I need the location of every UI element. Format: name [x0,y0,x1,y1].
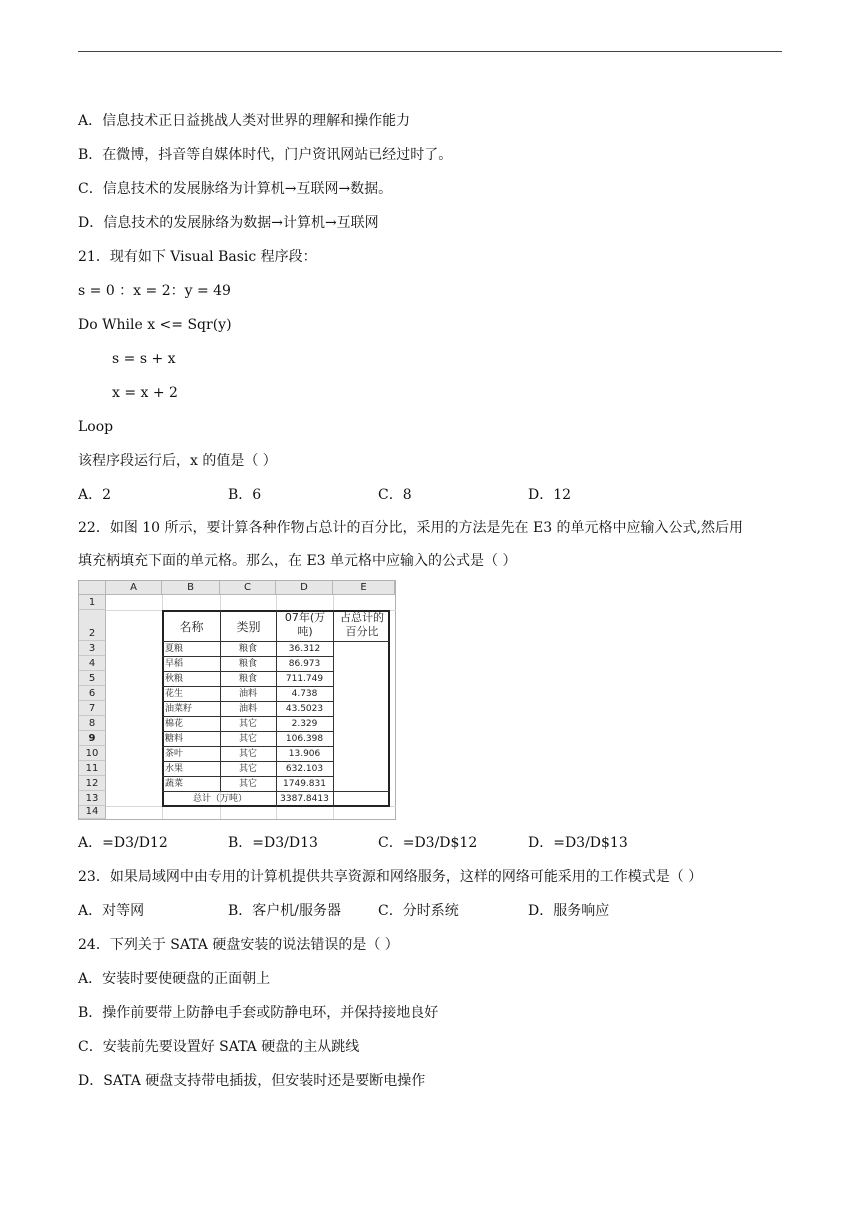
q21-option-c: C．8 [378,487,412,503]
col-header-c: C [220,581,276,595]
cell-type: 其它 [238,719,257,729]
q23-option-a: A．对等网 [78,903,145,919]
row-header: 1 [79,595,106,610]
row-header: 7 [79,701,106,716]
cell-value: 2.329 [291,719,318,729]
row-header: 5 [79,671,106,686]
header-cell-value: 07年(万吨) [284,611,326,638]
q20-option-d: D．信息技术的发展脉络为数据→计算机→互联网 [78,215,379,231]
cell-type: 油料 [238,704,257,714]
q21-question: 该程序段运行后，x 的值是（ ） [78,453,277,469]
cell-value: 711.749 [285,674,324,684]
code-line: s = 0 ：x = 2：y = 49 [78,283,231,299]
q22-option-d: D．=D3/D$13 [528,835,628,851]
q21-option-b: B．6 [228,487,262,503]
cell-name: 蔬菜 [165,779,184,789]
cell-type: 其它 [238,779,257,789]
cell-name: 秋粮 [165,674,184,684]
cell-name: 水果 [165,764,184,774]
q23-stem: 23．如果局域网中由专用的计算机提供共享资源和网络服务，这样的网络可能采用的工作模式是（ ） [78,869,703,885]
col-header-a: A [106,581,162,595]
q21-option-d: D．12 [528,487,572,503]
cell-type: 油料 [238,689,257,699]
sheet-corner [79,581,106,595]
code-line: Do While x <= Sqr(y) [78,317,232,333]
cell-name: 夏粮 [165,644,184,654]
q22-stem-line2: 填充柄填充下面的单元格。那么，在 E3 单元格中应输入的公式是（ ） [78,553,517,569]
cell-type: 粮食 [238,674,257,684]
q24-option-c: C．安装前先要设置好 SATA 硬盘的主从跳线 [78,1039,360,1055]
header-rule [78,51,782,52]
cell-type: 粮食 [238,659,257,669]
row-header: 8 [79,716,106,731]
cell-type: 其它 [238,764,257,774]
header-cell-type: 类别 [236,620,261,634]
col-header-b: B [162,581,220,595]
row-header: 4 [79,656,106,671]
q22-stem-line1: 22．如图 10 所示，要计算各种作物占总计的百分比，采用的方法是先在 E3 的单元格中应输入公式,然后用 [78,520,744,536]
row-header: 11 [79,761,106,776]
row-header: 10 [79,746,106,761]
cell-name: 茶叶 [165,749,184,759]
q22-option-c: C．=D3/D$12 [378,835,478,851]
col-header-e: E [333,581,395,595]
cell-type: 粮食 [238,644,257,654]
cell-value: 632.103 [285,764,324,774]
q20-option-b: B．在微博，抖音等自媒体时代，门户资讯网站已经过时了。 [78,147,453,163]
q24-stem: 24．下列关于 SATA 硬盘安装的说法错误的是（ ） [78,937,399,953]
cell-value: 43.5023 [285,704,324,714]
cell-name: 早稻 [165,659,184,669]
total-label: 总计（万吨） [192,794,247,804]
cell-name: 棉花 [165,719,184,729]
total-value: 3387.8413 [280,794,329,804]
cell-name: 糖料 [165,734,184,744]
cell-name: 花生 [165,689,184,699]
cell-value: 86.973 [288,659,321,669]
row-header: 12 [79,776,106,791]
q23-option-b: B．客户机/服务器 [228,903,342,919]
q20-option-a: A．信息技术正日益挑战人类对世界的理解和操作能力 [78,113,411,129]
cell-type: 其它 [238,734,257,744]
cell-value: 1749.831 [283,779,326,789]
code-line: s = s + x [112,351,176,367]
q22-option-a: A．=D3/D12 [78,835,168,851]
q20-option-c: C．信息技术的发展脉络为计算机→互联网→数据。 [78,181,393,197]
code-line: x = x + 2 [112,385,178,401]
cell-value: 13.906 [288,749,321,759]
row-header: 13 [79,791,106,806]
q24-option-d: D．SATA 硬盘支持带电插拔，但安装时还是要断电操作 [78,1073,426,1089]
row-header: 3 [79,641,106,656]
q23-option-d: D．服务响应 [528,903,610,919]
row-header: 2 [79,610,106,641]
spreadsheet-figure [78,580,396,820]
row-header: 14 [79,806,106,819]
q24-option-b: B．操作前要带上防静电手套或防静电环，并保持接地良好 [78,1005,439,1021]
code-line: Loop [78,419,114,435]
row-header: 6 [79,686,106,701]
q24-option-a: A．安装时要使硬盘的正面朝上 [78,971,271,987]
q21-stem: 21．现有如下 Visual Basic 程序段： [78,249,317,265]
q21-option-a: A．2 [78,487,112,503]
header-cell-pct: 占总计的百分比 [340,611,384,638]
q23-option-c: C．分时系统 [378,903,459,919]
cell-value: 4.738 [291,689,318,699]
cell-type: 其它 [238,749,257,759]
row-header: 9 [79,731,106,746]
cell-name: 油菜籽 [165,704,193,714]
cell-value: 106.398 [285,734,324,744]
col-header-d: D [276,581,333,595]
header-cell-name: 名称 [179,620,204,634]
q22-option-b: B．=D3/D13 [228,835,318,851]
cell-value: 36.312 [288,644,321,654]
